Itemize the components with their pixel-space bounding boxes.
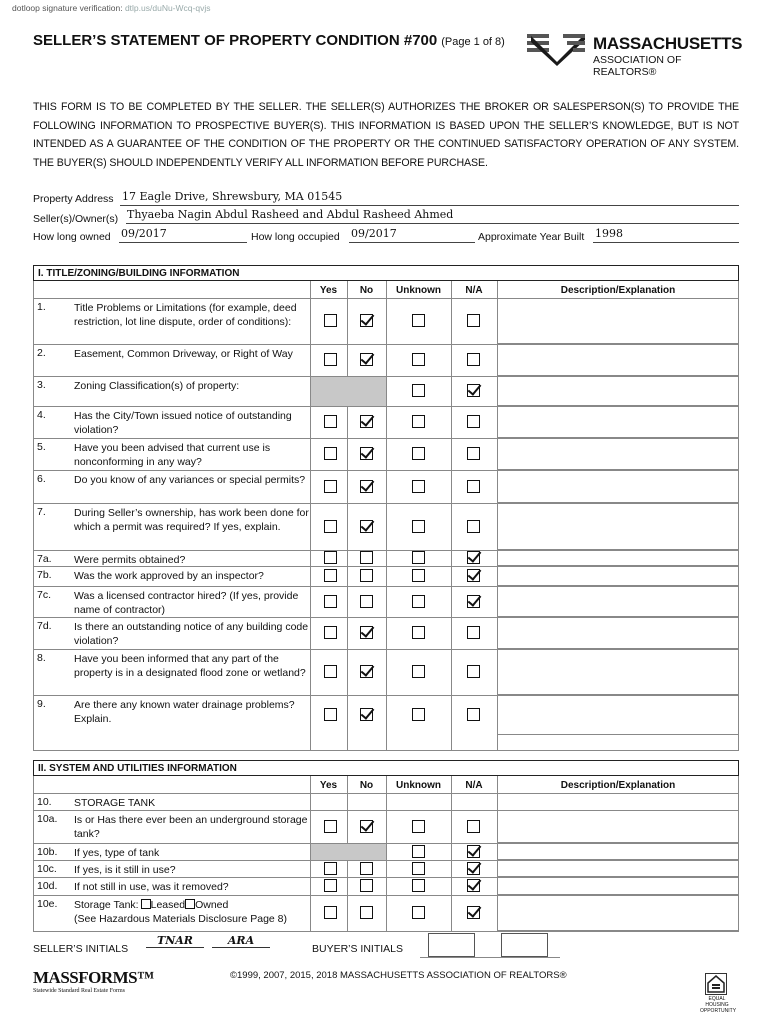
checkbox-na[interactable] xyxy=(467,480,480,493)
row-question: Do you know of any variances or special permits? xyxy=(74,474,306,486)
description-field[interactable] xyxy=(497,843,739,860)
equal-housing-label: EQUAL HOUSING OPPORTUNITY xyxy=(700,996,737,1014)
section1-header: I. TITLE/ZONING/BUILDING INFORMATION xyxy=(33,265,739,281)
checkbox-yes[interactable] xyxy=(324,480,337,493)
checkbox-no[interactable] xyxy=(360,415,373,428)
col-header-yes: Yes xyxy=(319,285,338,296)
shaded-cell xyxy=(311,377,386,406)
checkbox-unknown[interactable] xyxy=(412,447,425,460)
col-header-description: Description/Explanation xyxy=(560,780,676,791)
row-number: 5. xyxy=(37,441,46,453)
checkbox-unknown[interactable] xyxy=(412,665,425,678)
dotloop-verification xyxy=(12,3,210,13)
owners-row xyxy=(33,213,118,225)
equal-housing-icon xyxy=(705,973,727,995)
section-border-left xyxy=(33,281,34,751)
checkbox-na[interactable] xyxy=(467,906,480,919)
brand-name: MASSACHUSETTS xyxy=(593,34,743,53)
row-question: Is there an outstanding notice of any building code violation? xyxy=(74,621,309,647)
checkbox-unknown[interactable] xyxy=(412,415,425,428)
checkbox-na[interactable] xyxy=(467,626,480,639)
checkbox-yes[interactable] xyxy=(324,353,337,366)
checkbox-no[interactable] xyxy=(360,595,373,608)
checkbox-na[interactable] xyxy=(467,569,480,582)
owned-checkbox[interactable] xyxy=(185,899,195,909)
row-number: 10c. xyxy=(37,863,57,875)
address-row xyxy=(33,193,114,205)
checkbox-yes[interactable] xyxy=(324,520,337,533)
row-number: 2. xyxy=(37,347,46,359)
intro-text: THIS FORM IS TO BE COMPLETED BY THE SELLER. THE SELLER(S) AUTHORIZES THE BROKER OR SALESPERSON(S) TO PROVIDE THE FOLLOWING INFORMATION TO PROSPECTIVE BUYER(S). THIS INFORMATION IS BASED UPON THE SELLER’S KNOWLEDGE, BUT IS NOT INTENDED AS A GUARANTEE OF THE CONDITION OF THE PROPERTY OR THE CONTINUED SATISFACTORY OPERATION OF ANY SYSTEM. THE BUYER(S) SHOULD INDEPENDENTLY VERIFY ALL INFORMATION BEFORE PURCHASE. xyxy=(33,101,739,169)
checkbox-unknown[interactable] xyxy=(412,384,425,397)
seller-initial-1-text: TNAR xyxy=(146,934,204,948)
owned-label: Owned xyxy=(195,899,229,911)
description-field[interactable] xyxy=(497,586,739,617)
checkbox-na[interactable] xyxy=(467,551,480,564)
massforms-logo xyxy=(33,968,154,994)
checkbox-unknown[interactable] xyxy=(412,520,425,533)
description-field[interactable] xyxy=(497,406,739,438)
row-number: 8. xyxy=(37,652,46,664)
row-question: Title Problems or Limitations (for example, deed restriction, lot line dispute, order of conditions): xyxy=(74,302,297,328)
col-header-no: No xyxy=(359,780,374,791)
checkbox-no[interactable] xyxy=(360,480,373,493)
checkbox-unknown[interactable] xyxy=(412,595,425,608)
checkbox-unknown[interactable] xyxy=(412,480,425,493)
year-field[interactable]: 1998 xyxy=(595,227,623,240)
buyer-initial-1[interactable] xyxy=(428,933,475,957)
checkbox-na[interactable] xyxy=(467,595,480,608)
checkbox-unknown[interactable] xyxy=(412,820,425,833)
col-header-no: No xyxy=(359,285,374,296)
checkbox-na[interactable] xyxy=(467,415,480,428)
verification-label: dotloop signature verification: xyxy=(12,3,123,13)
checkbox-yes[interactable] xyxy=(324,626,337,639)
row-question: Was a licensed contractor hired? (If yes, provide name of contractor) xyxy=(74,590,299,616)
year-label: Approximate Year Built xyxy=(478,231,585,243)
checkbox-yes[interactable] xyxy=(324,820,337,833)
col-header-unknown: Unknown xyxy=(396,780,441,791)
description-field[interactable] xyxy=(497,470,739,503)
description-field[interactable] xyxy=(497,438,739,470)
row-number: 10b. xyxy=(37,846,58,858)
form-title xyxy=(33,32,505,49)
description-field[interactable] xyxy=(497,344,739,376)
massforms-subtitle: Statewide Standard Real Estate Forms xyxy=(33,988,125,994)
description-field[interactable] xyxy=(497,860,739,877)
checkbox-unknown[interactable] xyxy=(412,569,425,582)
checkbox-yes[interactable] xyxy=(324,906,337,919)
column-divider xyxy=(451,776,452,932)
row-number: 10a. xyxy=(37,813,58,825)
verification-url[interactable]: dtlp.us/duNu-Wcq-qvjs xyxy=(124,3,211,13)
massforms-text: MASSFORMS™ xyxy=(33,968,154,987)
column-divider xyxy=(386,776,387,932)
row-number: 4. xyxy=(37,409,46,421)
row-question: STORAGE TANK xyxy=(74,797,156,809)
checkbox-no[interactable] xyxy=(360,551,373,564)
owned-field[interactable]: 09/2017 xyxy=(121,227,167,240)
row-question: During Seller’s ownership, has work been done for which a permit was required? If yes, explain. xyxy=(74,507,309,533)
row-number: 7d. xyxy=(37,620,52,632)
col-header-na: N/A xyxy=(465,780,483,791)
checkbox-yes[interactable] xyxy=(324,569,337,582)
page-indicator: (Page 1 of 8) xyxy=(441,36,505,48)
section-title-zoning xyxy=(33,265,739,751)
row-question: Have you been advised that current use is nonconforming in any way? xyxy=(74,442,271,468)
seller-initial-1[interactable] xyxy=(146,934,204,958)
checkbox-no[interactable] xyxy=(360,314,373,327)
row-number: 10e. xyxy=(37,898,58,910)
col-header-unknown: Unknown xyxy=(396,285,441,296)
address-field[interactable]: 17 Eagle Drive, Shrewsbury, MA 01545 xyxy=(122,190,343,203)
row-question: Easement, Common Driveway, or Right of Way xyxy=(74,348,293,360)
checkbox-no[interactable] xyxy=(360,353,373,366)
checkbox-na[interactable] xyxy=(467,708,480,721)
checkbox-na[interactable] xyxy=(467,314,480,327)
row-question: Have you been informed that any part of the property is in a designated flood zone or wetland? xyxy=(74,653,306,679)
checkbox-na[interactable] xyxy=(467,353,480,366)
checkbox-yes[interactable] xyxy=(324,415,337,428)
description-field[interactable] xyxy=(497,503,739,550)
checkbox-yes[interactable] xyxy=(324,447,337,460)
checkbox-no[interactable] xyxy=(360,906,373,919)
row-question: Is or Has there ever been an underground storage tank? xyxy=(74,814,308,840)
row-question: Were permits obtained? xyxy=(74,554,186,566)
description-field[interactable] xyxy=(497,695,739,735)
checkbox-unknown[interactable] xyxy=(412,879,425,892)
col-header-description: Description/Explanation xyxy=(560,285,676,296)
description-field[interactable] xyxy=(497,649,739,695)
form-title-text: SELLER’S STATEMENT OF PROPERTY CONDITION #700 xyxy=(33,32,438,49)
row-number: 7. xyxy=(37,506,46,518)
description-field[interactable] xyxy=(497,877,739,895)
shaded-cell xyxy=(311,844,386,860)
checkbox-na[interactable] xyxy=(467,845,480,858)
col-header-na: N/A xyxy=(465,285,483,296)
row-question: If yes, is it still in use? xyxy=(74,864,176,876)
checkbox-unknown[interactable] xyxy=(412,845,425,858)
row-number: 10d. xyxy=(37,880,58,892)
buyer-initial-2[interactable] xyxy=(501,933,548,957)
checkbox-yes[interactable] xyxy=(324,708,337,721)
checkbox-yes[interactable] xyxy=(324,551,337,564)
brand-subtitle: ASSOCIATION OF REALTORS® xyxy=(593,54,682,78)
row-number: 9. xyxy=(37,698,46,710)
leased-label: Leased xyxy=(150,899,186,911)
description-field[interactable] xyxy=(497,617,739,649)
column-divider xyxy=(386,281,387,751)
column-divider xyxy=(347,281,348,751)
row-question: Are there any known water drainage problems? Explain. xyxy=(74,699,295,725)
mar-logo xyxy=(527,30,742,78)
row-number: 3. xyxy=(37,379,46,391)
checkbox-no[interactable] xyxy=(360,569,373,582)
checkbox-unknown[interactable] xyxy=(412,314,425,327)
row-question: If yes, type of tank xyxy=(74,847,160,859)
section-system-utilities xyxy=(33,760,739,932)
checkbox-na[interactable] xyxy=(467,879,480,892)
description-field[interactable] xyxy=(497,550,739,566)
occupied-label: How long occupied xyxy=(251,231,340,243)
col-header-yes: Yes xyxy=(319,780,338,791)
row-question: Was the work approved by an inspector? xyxy=(74,570,264,582)
occupied-field[interactable]: 09/2017 xyxy=(351,227,397,240)
checkbox-yes[interactable] xyxy=(324,879,337,892)
checkbox-no[interactable] xyxy=(360,665,373,678)
row-number: 7c. xyxy=(37,589,52,601)
description-field[interactable] xyxy=(497,376,739,406)
checkbox-na[interactable] xyxy=(467,520,480,533)
owners-label: Seller(s)/Owner(s) xyxy=(33,213,119,225)
description-field[interactable] xyxy=(497,810,739,843)
checkbox-no[interactable] xyxy=(360,626,373,639)
checkbox-na[interactable] xyxy=(467,862,480,875)
checkbox-na[interactable] xyxy=(467,820,480,833)
checkbox-na[interactable] xyxy=(467,447,480,460)
checkbox-unknown[interactable] xyxy=(412,353,425,366)
checkbox-na[interactable] xyxy=(467,384,480,397)
section2-header: II. SYSTEM AND UTILITIES INFORMATION xyxy=(33,760,739,776)
column-divider xyxy=(451,281,452,751)
checkbox-no[interactable] xyxy=(360,862,373,875)
storage-tank-label: Storage Tank: xyxy=(74,899,139,911)
row-question xyxy=(74,898,312,926)
description-field[interactable] xyxy=(497,566,739,586)
hazard-note: (See Hazardous Materials Disclosure Page 8) xyxy=(74,913,288,925)
mar-logo-icon xyxy=(527,32,589,66)
checkbox-na[interactable] xyxy=(467,665,480,678)
section-border-bottom xyxy=(33,931,739,932)
checkbox-yes[interactable] xyxy=(324,314,337,327)
description-field[interactable] xyxy=(497,298,739,344)
checkbox-yes[interactable] xyxy=(324,862,337,875)
checkbox-no[interactable] xyxy=(360,820,373,833)
section-border-left xyxy=(33,776,34,932)
checkbox-yes[interactable] xyxy=(324,595,337,608)
row-number: 7b. xyxy=(37,569,52,581)
seller-initial-2-text: ARA xyxy=(212,934,270,948)
checkbox-no[interactable] xyxy=(360,447,373,460)
section-border-bottom xyxy=(33,750,739,751)
copyright: ©1999, 2007, 2015, 2018 MASSACHUSETTS ASSOCIATION OF REALTORS® xyxy=(230,970,567,981)
checkbox-no[interactable] xyxy=(360,708,373,721)
row-number: 10. xyxy=(37,796,52,808)
description-field[interactable] xyxy=(497,895,739,931)
row-question: Zoning Classification(s) of property: xyxy=(74,380,240,392)
checkbox-unknown[interactable] xyxy=(412,862,425,875)
buyer-initials-label: BUYER’S INITIALS xyxy=(312,943,404,955)
owners-field[interactable]: Thyaeba Nagin Abdul Rasheed and Abdul Rasheed Ahmed xyxy=(127,208,454,221)
row-number: 6. xyxy=(37,473,46,485)
checkbox-no[interactable] xyxy=(360,520,373,533)
checkbox-no[interactable] xyxy=(360,879,373,892)
row-number: 7a. xyxy=(37,553,52,565)
checkbox-unknown[interactable] xyxy=(412,626,425,639)
checkbox-unknown[interactable] xyxy=(412,708,425,721)
checkbox-unknown[interactable] xyxy=(412,906,425,919)
row-divider xyxy=(33,793,739,794)
address-label: Property Address xyxy=(33,193,114,205)
owned-label: How long owned xyxy=(33,231,111,243)
leased-checkbox[interactable] xyxy=(141,899,151,909)
seller-initial-2[interactable] xyxy=(212,934,270,958)
row-question: Has the City/Town issued notice of outstanding violation? xyxy=(74,410,292,436)
row-question: If not still in use, was it removed? xyxy=(74,881,229,893)
checkbox-unknown[interactable] xyxy=(412,551,425,564)
row-number: 1. xyxy=(37,301,46,313)
checkbox-yes[interactable] xyxy=(324,665,337,678)
seller-initials-label: SELLER’S INITIALS xyxy=(33,943,129,955)
